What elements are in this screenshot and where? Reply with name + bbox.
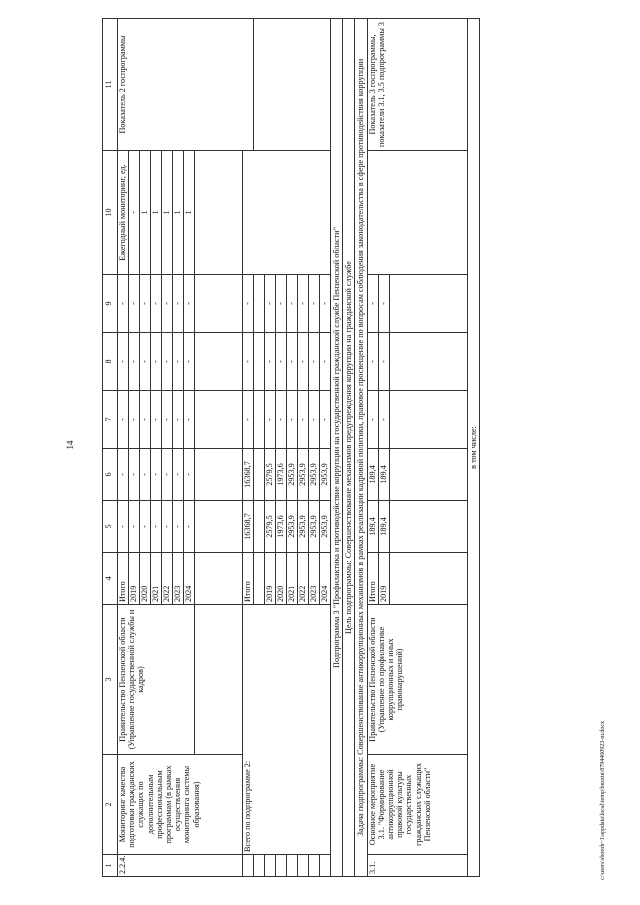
- value-cell: 2953,9: [320, 501, 331, 553]
- col-header: 10: [103, 151, 118, 275]
- value-cell: -: [173, 275, 184, 333]
- value-cell: -: [118, 275, 129, 333]
- value-cell: -: [320, 275, 331, 333]
- value-cell: 2579,5: [265, 449, 276, 501]
- executor: Правительство Пензенской области (Управление по профилактике коррупционных и иных правонарушений): [367, 605, 467, 755]
- executor: Правительство Пензенской области (Управление государственной службы и кадров): [118, 605, 195, 755]
- indicator-name: Ежегодный мониторинг, ед.: [118, 151, 129, 275]
- value-cell: -: [162, 391, 173, 449]
- col-header: 9: [103, 275, 118, 333]
- activity-name: Основное мероприятие 3.1. "Формирование антикоррупционной правовой культуры государственных гражданских служащих Пензенской области": [367, 755, 467, 855]
- year-cell: 2024: [320, 553, 331, 605]
- value-cell: 189,4: [367, 449, 378, 501]
- value-cell: -: [276, 391, 287, 449]
- indicator-value: 1: [151, 151, 162, 275]
- value-cell: -: [118, 449, 129, 501]
- value-cell: -: [151, 391, 162, 449]
- value-cell: -: [298, 391, 309, 449]
- value-cell: -: [184, 449, 195, 501]
- table-row: [355, 19, 367, 877]
- year-cell: Итого: [243, 553, 254, 605]
- year-cell: 2020: [276, 553, 287, 605]
- year-cell: 2024: [184, 553, 195, 605]
- value-cell: -: [140, 333, 151, 391]
- value-cell: -: [129, 391, 140, 449]
- value-cell: -: [184, 391, 195, 449]
- page-number: 14: [65, 440, 75, 450]
- value-cell: 189,4: [378, 449, 389, 501]
- value-cell: -: [129, 275, 140, 333]
- value-cell: -: [173, 501, 184, 553]
- indicator-value: 1: [140, 151, 151, 275]
- value-cell: -: [151, 275, 162, 333]
- value-cell: -: [309, 333, 320, 391]
- value-cell: -: [378, 333, 389, 391]
- value-cell: 2953,9: [287, 449, 298, 501]
- row-number: 2.2.4.: [118, 855, 243, 877]
- rotated-page: [102, 19, 600, 877]
- value-cell: 2953,9: [298, 501, 309, 553]
- including-label: в том числе:: [467, 19, 479, 877]
- value-cell: -: [173, 391, 184, 449]
- value-cell: -: [287, 391, 298, 449]
- year-cell: 2022: [162, 553, 173, 605]
- indicator-value: -: [129, 151, 140, 275]
- year-cell: Итого: [118, 553, 129, 605]
- col-header: 8: [103, 333, 118, 391]
- value-cell: 16368,7: [243, 501, 254, 553]
- value-cell: -: [298, 333, 309, 391]
- year-cell: Итого: [367, 553, 378, 605]
- value-cell: -: [265, 333, 276, 391]
- subprogram-total-label: Всего по подпрограмме 2:: [243, 605, 331, 855]
- col-header: 3: [103, 605, 118, 755]
- value-cell: 2953,9: [287, 501, 298, 553]
- column-number-row: [103, 19, 118, 877]
- value-cell: -: [320, 391, 331, 449]
- year-cell: 2019: [378, 553, 389, 605]
- table-row: [343, 19, 355, 877]
- indicator-value: 1: [173, 151, 184, 275]
- value-cell: -: [378, 391, 389, 449]
- value-cell: -: [140, 275, 151, 333]
- value-cell: -: [243, 391, 254, 449]
- value-cell: -: [162, 449, 173, 501]
- value-cell: -: [287, 333, 298, 391]
- value-cell: -: [367, 391, 378, 449]
- value-cell: -: [162, 333, 173, 391]
- value-cell: -: [243, 275, 254, 333]
- value-cell: -: [298, 275, 309, 333]
- program-table: [102, 18, 480, 877]
- indicator-value: 1: [162, 151, 173, 275]
- activity-name: Мониторинг качества подготовки гражданских служащих по дополнительным профессиональным программам (в рамках осуществления мониторинга системы образования): [118, 755, 243, 855]
- value-cell: -: [309, 275, 320, 333]
- value-cell: -: [118, 333, 129, 391]
- value-cell: 2953,9: [309, 501, 320, 553]
- table-row: [331, 19, 343, 877]
- year-cell: 2019: [265, 553, 276, 605]
- table-row: [367, 19, 378, 877]
- value-cell: -: [173, 449, 184, 501]
- value-cell: 2953,9: [298, 449, 309, 501]
- year-cell: 2020: [140, 553, 151, 605]
- row-number: 3.1.: [367, 855, 467, 877]
- value-cell: 16368,7: [243, 449, 254, 501]
- value-cell: -: [140, 391, 151, 449]
- value-cell: 1973,6: [276, 449, 287, 501]
- col-header: 7: [103, 391, 118, 449]
- value-cell: -: [276, 275, 287, 333]
- value-cell: -: [276, 333, 287, 391]
- table-row: [118, 19, 129, 877]
- value-cell: 2579,5: [265, 501, 276, 553]
- value-cell: 2953,9: [309, 449, 320, 501]
- value-cell: -: [140, 501, 151, 553]
- value-cell: -: [243, 333, 254, 391]
- value-cell: -: [265, 275, 276, 333]
- year-cell: 2023: [173, 553, 184, 605]
- col-header: 6: [103, 449, 118, 501]
- value-cell: -: [173, 333, 184, 391]
- value-cell: -: [287, 275, 298, 333]
- value-cell: -: [129, 501, 140, 553]
- goal-reference: Показатель 3 госпрограммы, показатели 3.1, 3.5 подпрограммы 3: [367, 19, 467, 151]
- year-cell: 2021: [287, 553, 298, 605]
- col-header: 4: [103, 553, 118, 605]
- subprogram-task: Задача подпрограммы: Совершенствование антикоррупционных механизмов в рамках реализации кадровой политики, правовое просвещение по вопросам соблюдения законодательства в сфере противодействия коррупции: [355, 19, 367, 877]
- year-cell: 2019: [129, 553, 140, 605]
- value-cell: -: [367, 333, 378, 391]
- value-cell: -: [184, 333, 195, 391]
- value-cell: -: [151, 449, 162, 501]
- file-path-footer: c:\users\sboroh~1\appdata\local\temp\bnsxtn\8794460923-m.docx: [600, 720, 606, 880]
- value-cell: -: [184, 275, 195, 333]
- value-cell: -: [162, 501, 173, 553]
- value-cell: -: [265, 391, 276, 449]
- subprogram-title: Подпрограмма 3 "Профилактика и противодействие коррупции на государственной гражданской службе Пензенской области": [331, 19, 343, 877]
- value-cell: -: [378, 275, 389, 333]
- col-header: 11: [103, 19, 118, 151]
- value-cell: -: [309, 391, 320, 449]
- year-cell: 2022: [298, 553, 309, 605]
- value-cell: -: [184, 501, 195, 553]
- col-header: 1: [103, 855, 118, 877]
- col-header: 5: [103, 501, 118, 553]
- value-cell: -: [118, 391, 129, 449]
- value-cell: 1973,6: [276, 501, 287, 553]
- year-cell: 2021: [151, 553, 162, 605]
- value-cell: -: [367, 275, 378, 333]
- value-cell: -: [129, 449, 140, 501]
- value-cell: 189,4: [378, 501, 389, 553]
- col-header: 2: [103, 755, 118, 855]
- indicator-value: 1: [184, 151, 195, 275]
- value-cell: -: [151, 501, 162, 553]
- value-cell: 2953,9: [320, 449, 331, 501]
- goal-reference: Показатель 2 госпрограммы: [118, 19, 254, 151]
- value-cell: -: [129, 333, 140, 391]
- value-cell: -: [151, 333, 162, 391]
- value-cell: -: [320, 333, 331, 391]
- value-cell: 189,4: [367, 501, 378, 553]
- value-cell: -: [162, 275, 173, 333]
- table-row: [467, 19, 479, 877]
- subprogram-goal: Цель подпрограммы: Совершенствование механизмов предупреждения коррупции на гражданской службе: [343, 19, 355, 877]
- value-cell: -: [140, 449, 151, 501]
- value-cell: -: [118, 501, 129, 553]
- year-cell: 2023: [309, 553, 320, 605]
